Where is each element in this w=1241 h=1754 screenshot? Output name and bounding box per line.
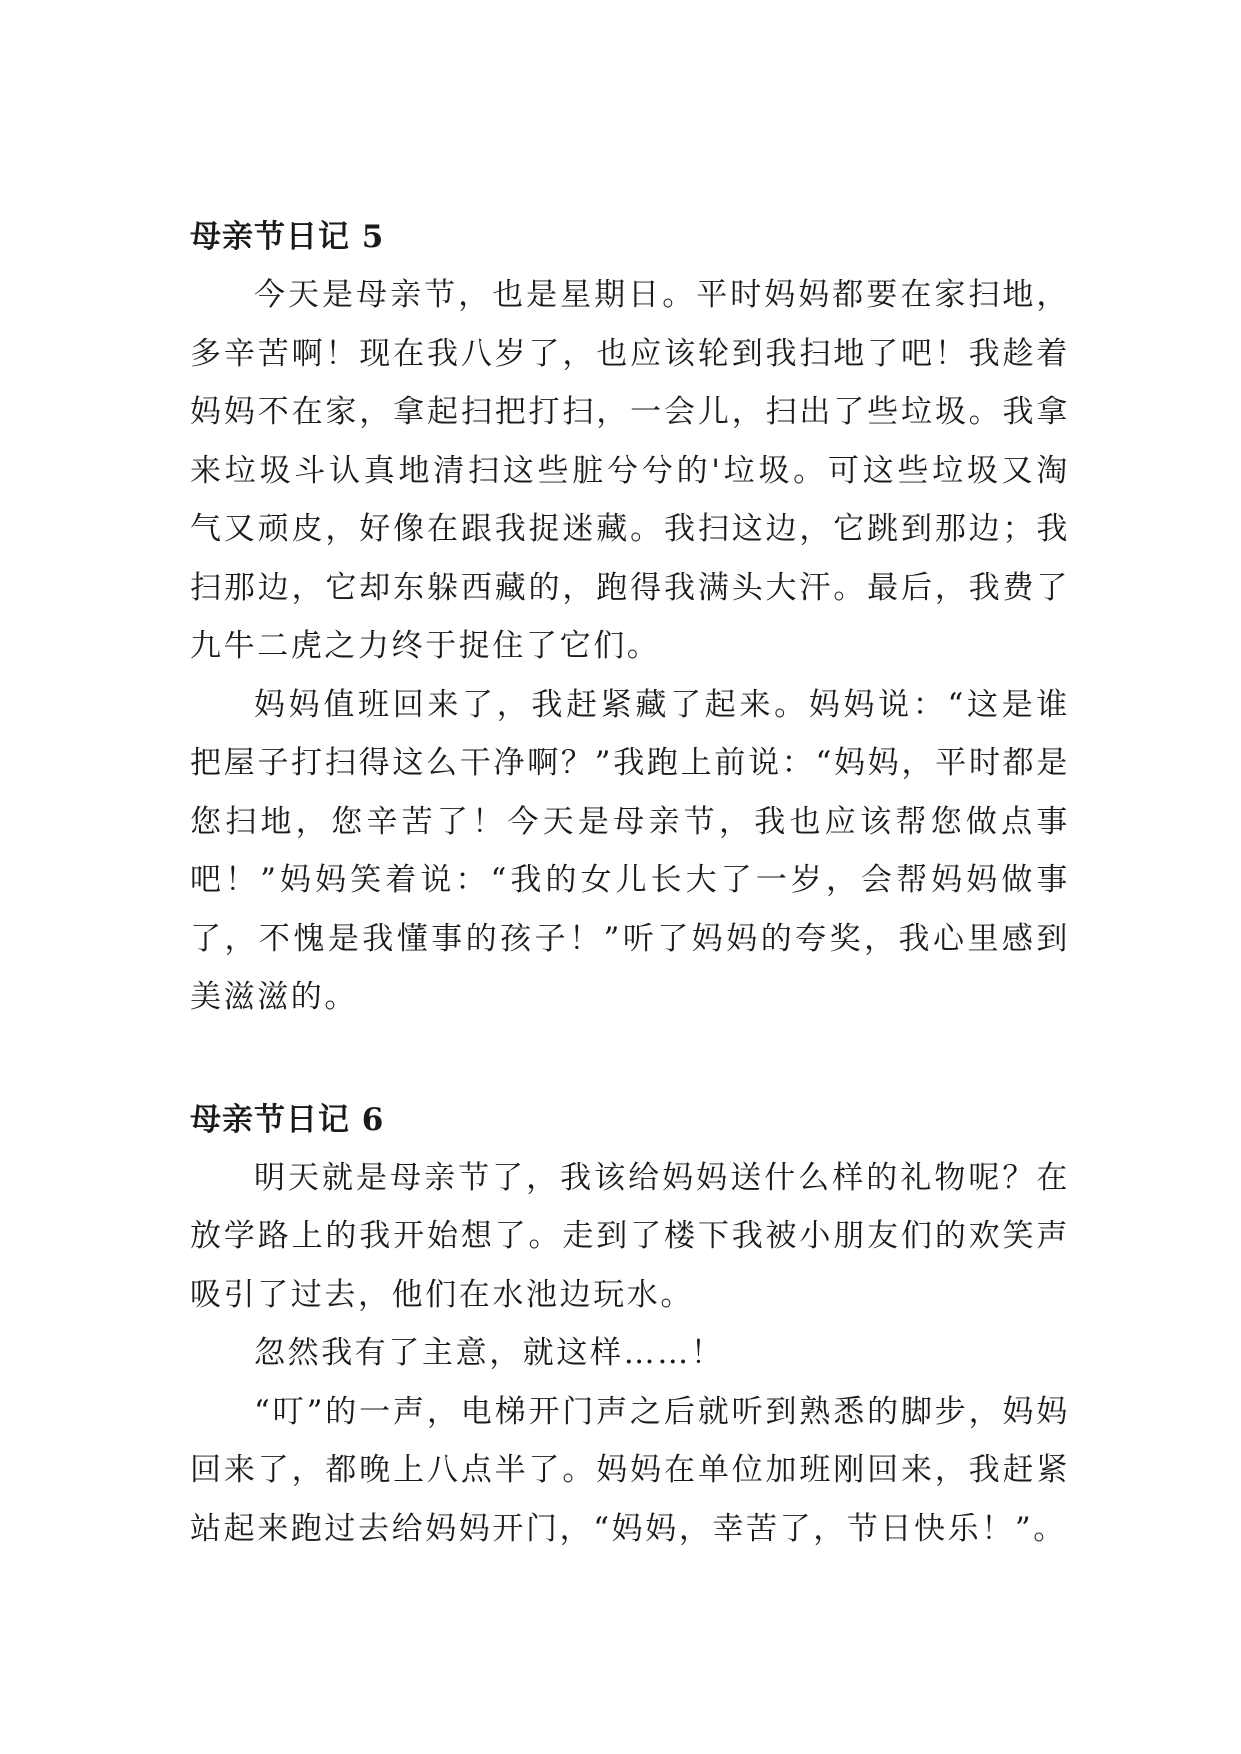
paragraph: 明天就是母亲节了，我该给妈妈送什么样的礼物呢？在放学路上的我开始想了。走到了楼下我被小朋友们的欢笑声吸引了过去，他们在水池边玩水。 (190, 1159, 1070, 1313)
paragraph: 妈妈值班回来了，我赶紧藏了起来。妈妈说：“这是谁把屋子打扫得这么干净啊？”我跑上前说：“妈妈，平时都是您扫地，您辛苦了！今天是母亲节，我也应该帮您做点事吧！”妈妈笑着说：“我的女儿长大了一岁，会帮妈妈做事了，不愧是我懂事的孩子！”听了妈妈的夸奖，我心里感到美滋滋的。 (190, 686, 1070, 1015)
paragraph: 今天是母亲节，也是星期日。平时妈妈都要在家扫地，多辛苦啊！现在我八岁了，也应该轮到我扫地了吧！我趁着妈妈不在家，拿起扫把打扫，一会儿，扫出了些垃圾。我拿来垃圾斗认真地清扫这些脏兮兮的'垃圾。可这些垃圾又淘气又顽皮，好像在跟我捉迷藏。我扫这边，它跳到那边；我扫那边，它却东躲西藏的，跑得我满头大汗。最后，我费了九牛二虎之力终于捉住了它们。 (190, 277, 1070, 664)
paragraph: 忽然我有了主意，就这样……！ (254, 1335, 725, 1371)
document-body (190, 208, 1070, 1558)
section-gap (190, 1027, 1070, 1091)
entry-title: 母亲节日记 6 (190, 1101, 385, 1138)
diary-entry-6 (190, 1091, 1070, 1559)
paragraph: “叮”的一声，电梯开门声之后就听到熟悉的脚步，妈妈回来了，都晚上八点半了。妈妈在单位加班刚回来，我赶紧站起来跑过去给妈妈开门，“妈妈，幸苦了，节日快乐！”。 (190, 1393, 1070, 1547)
entry-title: 母亲节日记 5 (190, 219, 385, 255)
diary-entry-5 (190, 208, 1070, 1027)
